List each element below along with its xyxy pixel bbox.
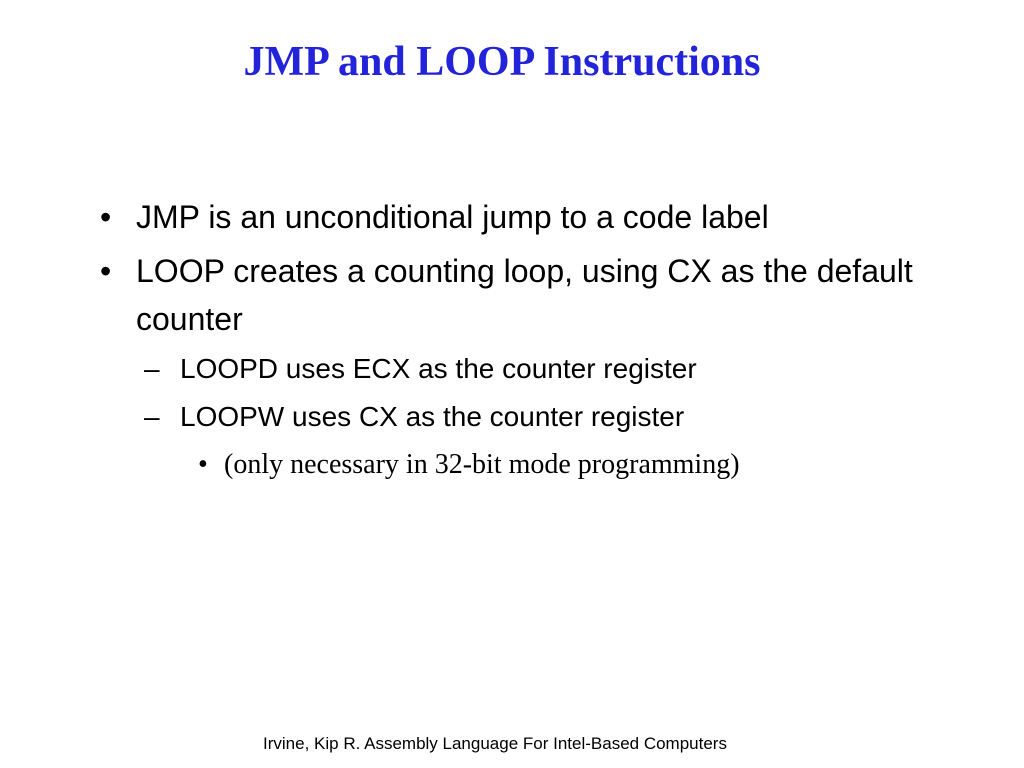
bullet-item <box>100 247 960 343</box>
sub-bullet-text: LOOPD uses ECX as the counter register <box>180 353 697 384</box>
slide-footer: Irvine, Kip R. Assembly Language For Intel-Based Computers <box>263 734 727 753</box>
slide-title: JMP and LOOP Instructions <box>243 39 761 85</box>
slide-body <box>100 193 960 485</box>
sub-bullet-marker: – <box>144 401 160 432</box>
sub-bullet-item <box>100 349 960 389</box>
bullet-text: LOOP creates a counting loop, using CX as the default counter <box>136 253 913 337</box>
sub-bullet-item <box>100 397 960 437</box>
bullet-item <box>100 193 960 241</box>
sub-bullet-marker: – <box>144 353 160 384</box>
bullet-text: JMP is an unconditional jump to a code label <box>136 199 769 235</box>
sub-sub-bullet-text: (only necessary in 32-bit mode programming) <box>224 449 740 480</box>
sub-bullet-text: LOOPW uses CX as the counter register <box>180 401 685 432</box>
sub-sub-bullet-item <box>100 445 960 485</box>
sub-sub-bullet-marker: • <box>198 449 208 480</box>
bullet-marker: • <box>100 253 112 289</box>
bullet-marker: • <box>100 199 112 235</box>
